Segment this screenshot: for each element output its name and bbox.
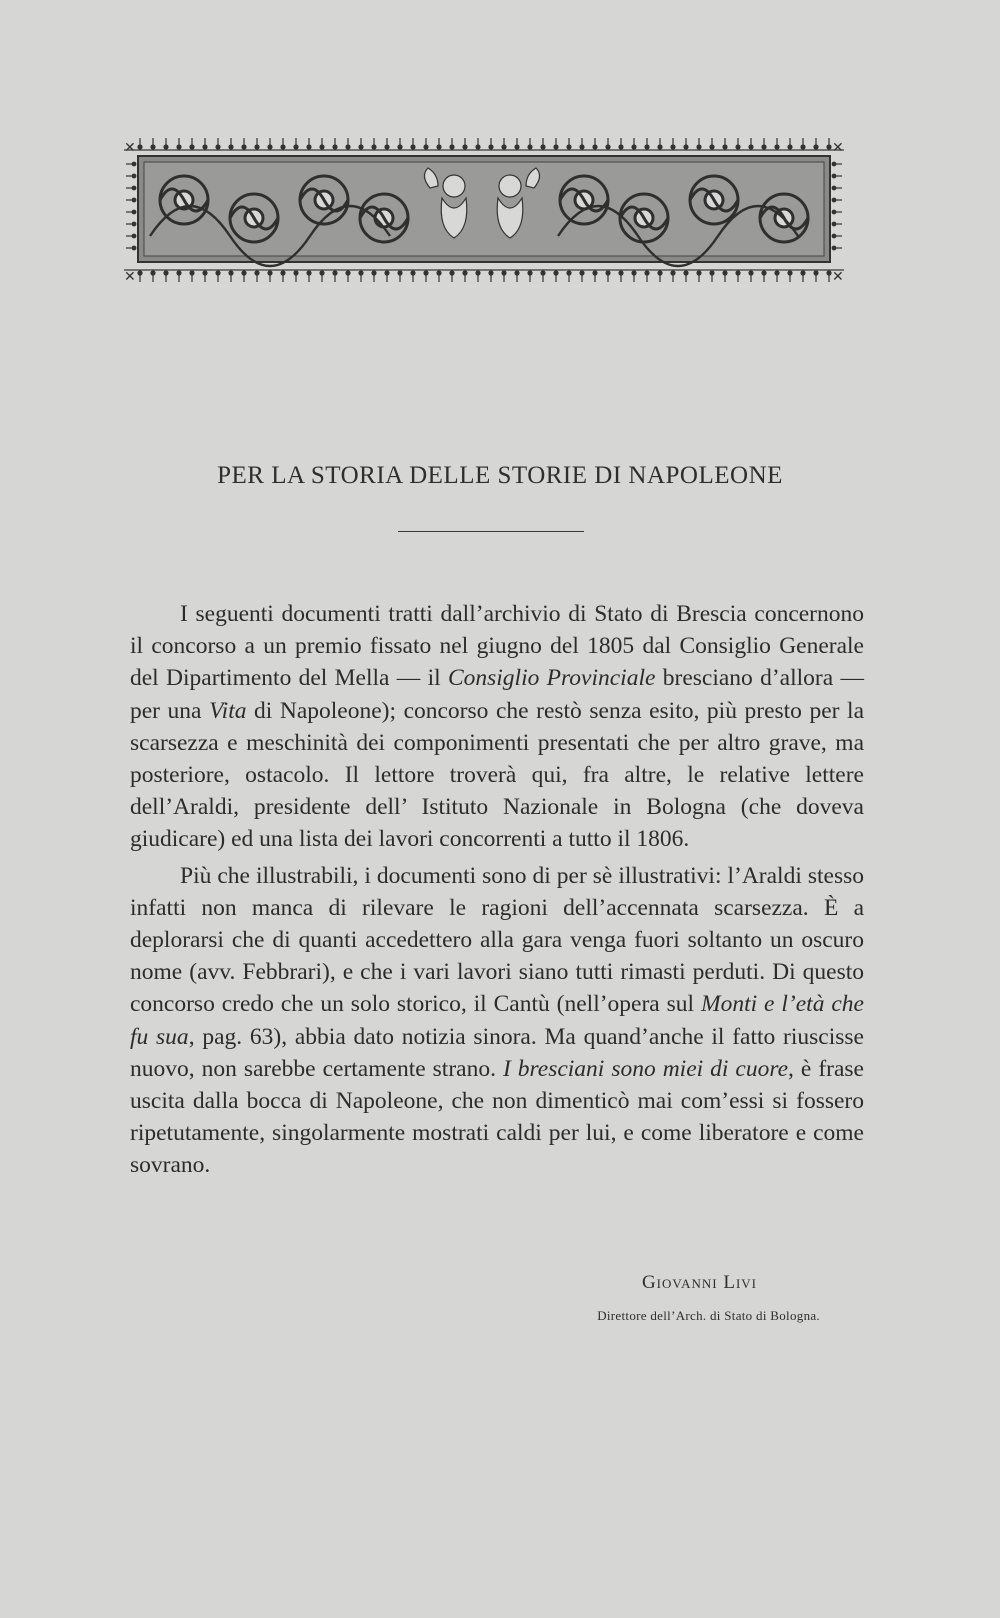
signature-role: Direttore dell’Arch. di Stato di Bologna. xyxy=(597,1308,820,1323)
italic-segment: I bresciani sono miei di cuore xyxy=(502,1055,789,1082)
ornament-drops-right xyxy=(832,162,842,251)
text-segment: , è frase uscita dalla bocca di Napoleone, che non dimenticò mai com’essi si fossero ripetutamente, singolarmente mostrati caldi per lui, e come liberatore e come sovrano. xyxy=(130,1055,864,1179)
svg-text:✕: ✕ xyxy=(832,269,844,284)
italic-segment: Vita xyxy=(209,697,247,724)
italic-segment: Monti e l’età che fu sua xyxy=(130,991,864,1050)
paragraph-2 xyxy=(130,860,864,1182)
title-rule xyxy=(398,531,584,532)
article-body xyxy=(130,598,864,1182)
text-segment: I seguenti documenti tratti dall’archivio di Stato di Brescia concernono il concorso a un premio fissato nel giugno del 1805 dal Consiglio Generale del Dipartimento del Mella — il xyxy=(130,601,864,692)
paragraph-1 xyxy=(130,598,864,856)
ornament-drops-left xyxy=(126,162,136,251)
svg-text:✕: ✕ xyxy=(124,269,136,284)
signature-name: Giovanni Livi xyxy=(641,1272,757,1293)
decorative-headpiece xyxy=(124,136,844,284)
svg-text:✕: ✕ xyxy=(832,140,844,156)
text-segment: bresciano d’allora — per una xyxy=(130,665,864,724)
svg-text:✕: ✕ xyxy=(124,140,136,156)
ornament-drops-top xyxy=(137,138,831,150)
italic-segment: Consiglio Provinciale xyxy=(447,665,656,692)
text-segment: di Napoleone); concorso che restò senza esito, più presto per la scarsezza e meschinità dei componimenti presentati che per altro grave, ma posteriore, ostacolo. Il lettore troverà qui, fra altre, le relative lettere dell’Araldi, presidente dell’ Istituto Nazionale in Bologna (che doveva giudicare) ed una lista dei lavori concorrenti a tutto il 1806. xyxy=(130,697,865,853)
text-segment: Più che illustrabili, i documenti sono di per sè illustrativi: l’Araldi stesso infatti non manca di rilevare le ragioni dell’accennata scarsezza. È a deplorarsi che di quanti accedettero alla gara venga fuori soltanto un oscuro nome (avv. Febbrari), e che i vari lavori siano tutti rimasti perduti. Di questo concorso credo che un solo storico, il Cantù (nell’opera sul xyxy=(130,862,864,1018)
ornament-drops-bottom xyxy=(137,270,831,282)
article-title: PER LA STORIA DELLE STORIE DI NAPOLEONE xyxy=(217,462,783,489)
text-segment: , pag. 63), abbia dato notizia sinora. Ma quand’anche il fatto riuscisse nuovo, non sarebbe certamente strano. xyxy=(130,1023,864,1082)
